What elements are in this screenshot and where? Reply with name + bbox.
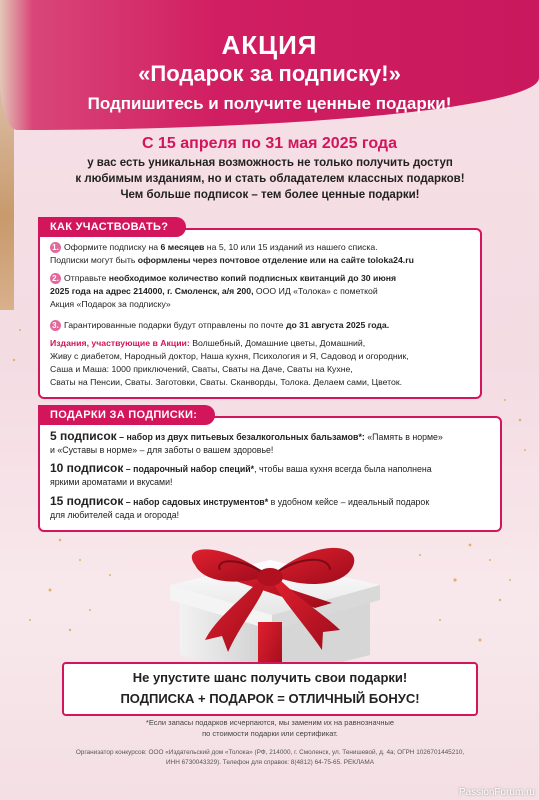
gift-text: «Память в норме»: [364, 432, 443, 442]
section-label-how: КАК УЧАСТВОВАТЬ?: [38, 217, 186, 237]
gift-count: 5 подписок: [50, 429, 117, 443]
gift-count: 10 подписок: [50, 461, 124, 475]
cta-box: [62, 662, 478, 716]
step-number-badge: 1.: [50, 242, 61, 253]
intro-line: у вас есть уникальная возможность не только получить доступ: [87, 157, 453, 169]
promo-subtitle: «Подарок за подписку!»: [138, 61, 401, 86]
gift-text-bold: – набор из двух питьевых безалкогольных бальзамов*:: [116, 432, 365, 442]
step-text: Подписки могут быть: [50, 255, 138, 265]
section-label-gifts: ПОДАРКИ ЗА ПОДПИСКИ:: [38, 405, 215, 425]
promo-title: АКЦИЯ: [221, 30, 318, 60]
publications-text: Волшебный, Домашние цветы, Домашний,: [189, 338, 366, 348]
step-number-badge: 3.: [50, 320, 61, 331]
step-text: Гарантированные подарки будут отправлены по почте: [64, 320, 286, 330]
promo-tagline: Подпишитесь и получите ценные подарки!: [87, 94, 452, 113]
gift-text-bold: – набор садовых инструментов*: [123, 497, 269, 507]
step-text: Отправьте: [64, 273, 109, 283]
footnote-line: по стоимости подарки или сертификат.: [202, 729, 338, 738]
organizer-line: ИНН 6730043329). Телефон для справок: 8(4812) 64-75-65. РЕКЛАМА: [165, 759, 374, 766]
gift-text: для любителей сада и огорода!: [50, 510, 180, 520]
step-text: Акция «Подарок за подписку»: [50, 299, 171, 309]
gift-count: 15 подписок: [50, 494, 124, 508]
cta-line-2: ПОДПИСКА + ПОДАРОК = ОТЛИЧНЫЙ БОНУС!: [120, 691, 420, 706]
gift-text: в удобном кейсе – идеальный подарок: [268, 497, 430, 507]
step-text: ООО ИД «Толока» с пометкой: [253, 286, 378, 296]
gift-text: яркими ароматами и вкусами!: [50, 477, 173, 487]
watermark: PassionForum.ru: [458, 787, 535, 798]
publications-text: Сваты на Пенсии, Сваты. Заготовки, Сваты. Сканворды, Толока. Делаем сами, Цветок.: [50, 377, 403, 387]
promo-period: С 15 апреля по 31 мая 2025 года: [142, 135, 397, 152]
publications-label: Издания, участвующие в Акции:: [50, 338, 190, 348]
publications-text: Живу с диабетом, Народный доктор, Наша кухня, Психология и Я, Садовод и огородник,: [50, 351, 409, 361]
organizer-info: [50, 748, 490, 768]
step-text: Оформите подписку на: [64, 242, 161, 252]
gift-text: , чтобы ваша кухня всегда была наполнена: [254, 464, 432, 474]
step-text-bold: 2025 года на адрес 214000, г. Смоленск, а/я 200,: [50, 286, 254, 296]
step-number-badge: 2.: [50, 273, 61, 284]
intro-line: к любимым изданиям, но и стать обладателем классных подарков!: [75, 173, 465, 185]
footnote: [100, 717, 440, 739]
step-text-bold: 6 месяцев: [160, 242, 205, 252]
intro-line: Чем больше подписок – тем более ценные подарки!: [120, 189, 420, 201]
step-text-bold: до 31 августа 2025 года.: [285, 320, 390, 330]
step-text: на 5, 10 или 15 изданий из нашего списка.: [204, 242, 378, 252]
step-text-bold: оформлены через почтовое отделение или на сайте toloka24.ru: [137, 255, 414, 265]
publications-text: Саша и Маша: 1000 приключений, Сваты, Сваты на Даче, Сваты на Кухне,: [50, 364, 353, 374]
footnote-line: *Если запасы подарков исчерпаются, мы заменим их на равнозначные: [145, 718, 395, 727]
gift-text: и «Суставы в норме» – для заботы о вашем здоровье!: [50, 445, 274, 455]
organizer-line: Организатор конкурсов: ООО «Издательский дом «Толока» (РФ, 214000, г. Смоленск, ул. Тенишевой, д. 4а; ОГРН 1026701445210,: [75, 749, 465, 756]
step-text-bold: необходимое количество копий подписных квитанций до 30 июня: [108, 273, 397, 283]
cta-line-1: Не упустите шанс получить свои подарки!: [132, 670, 408, 685]
gift-text-bold: – подарочный набор специй*: [123, 464, 255, 474]
